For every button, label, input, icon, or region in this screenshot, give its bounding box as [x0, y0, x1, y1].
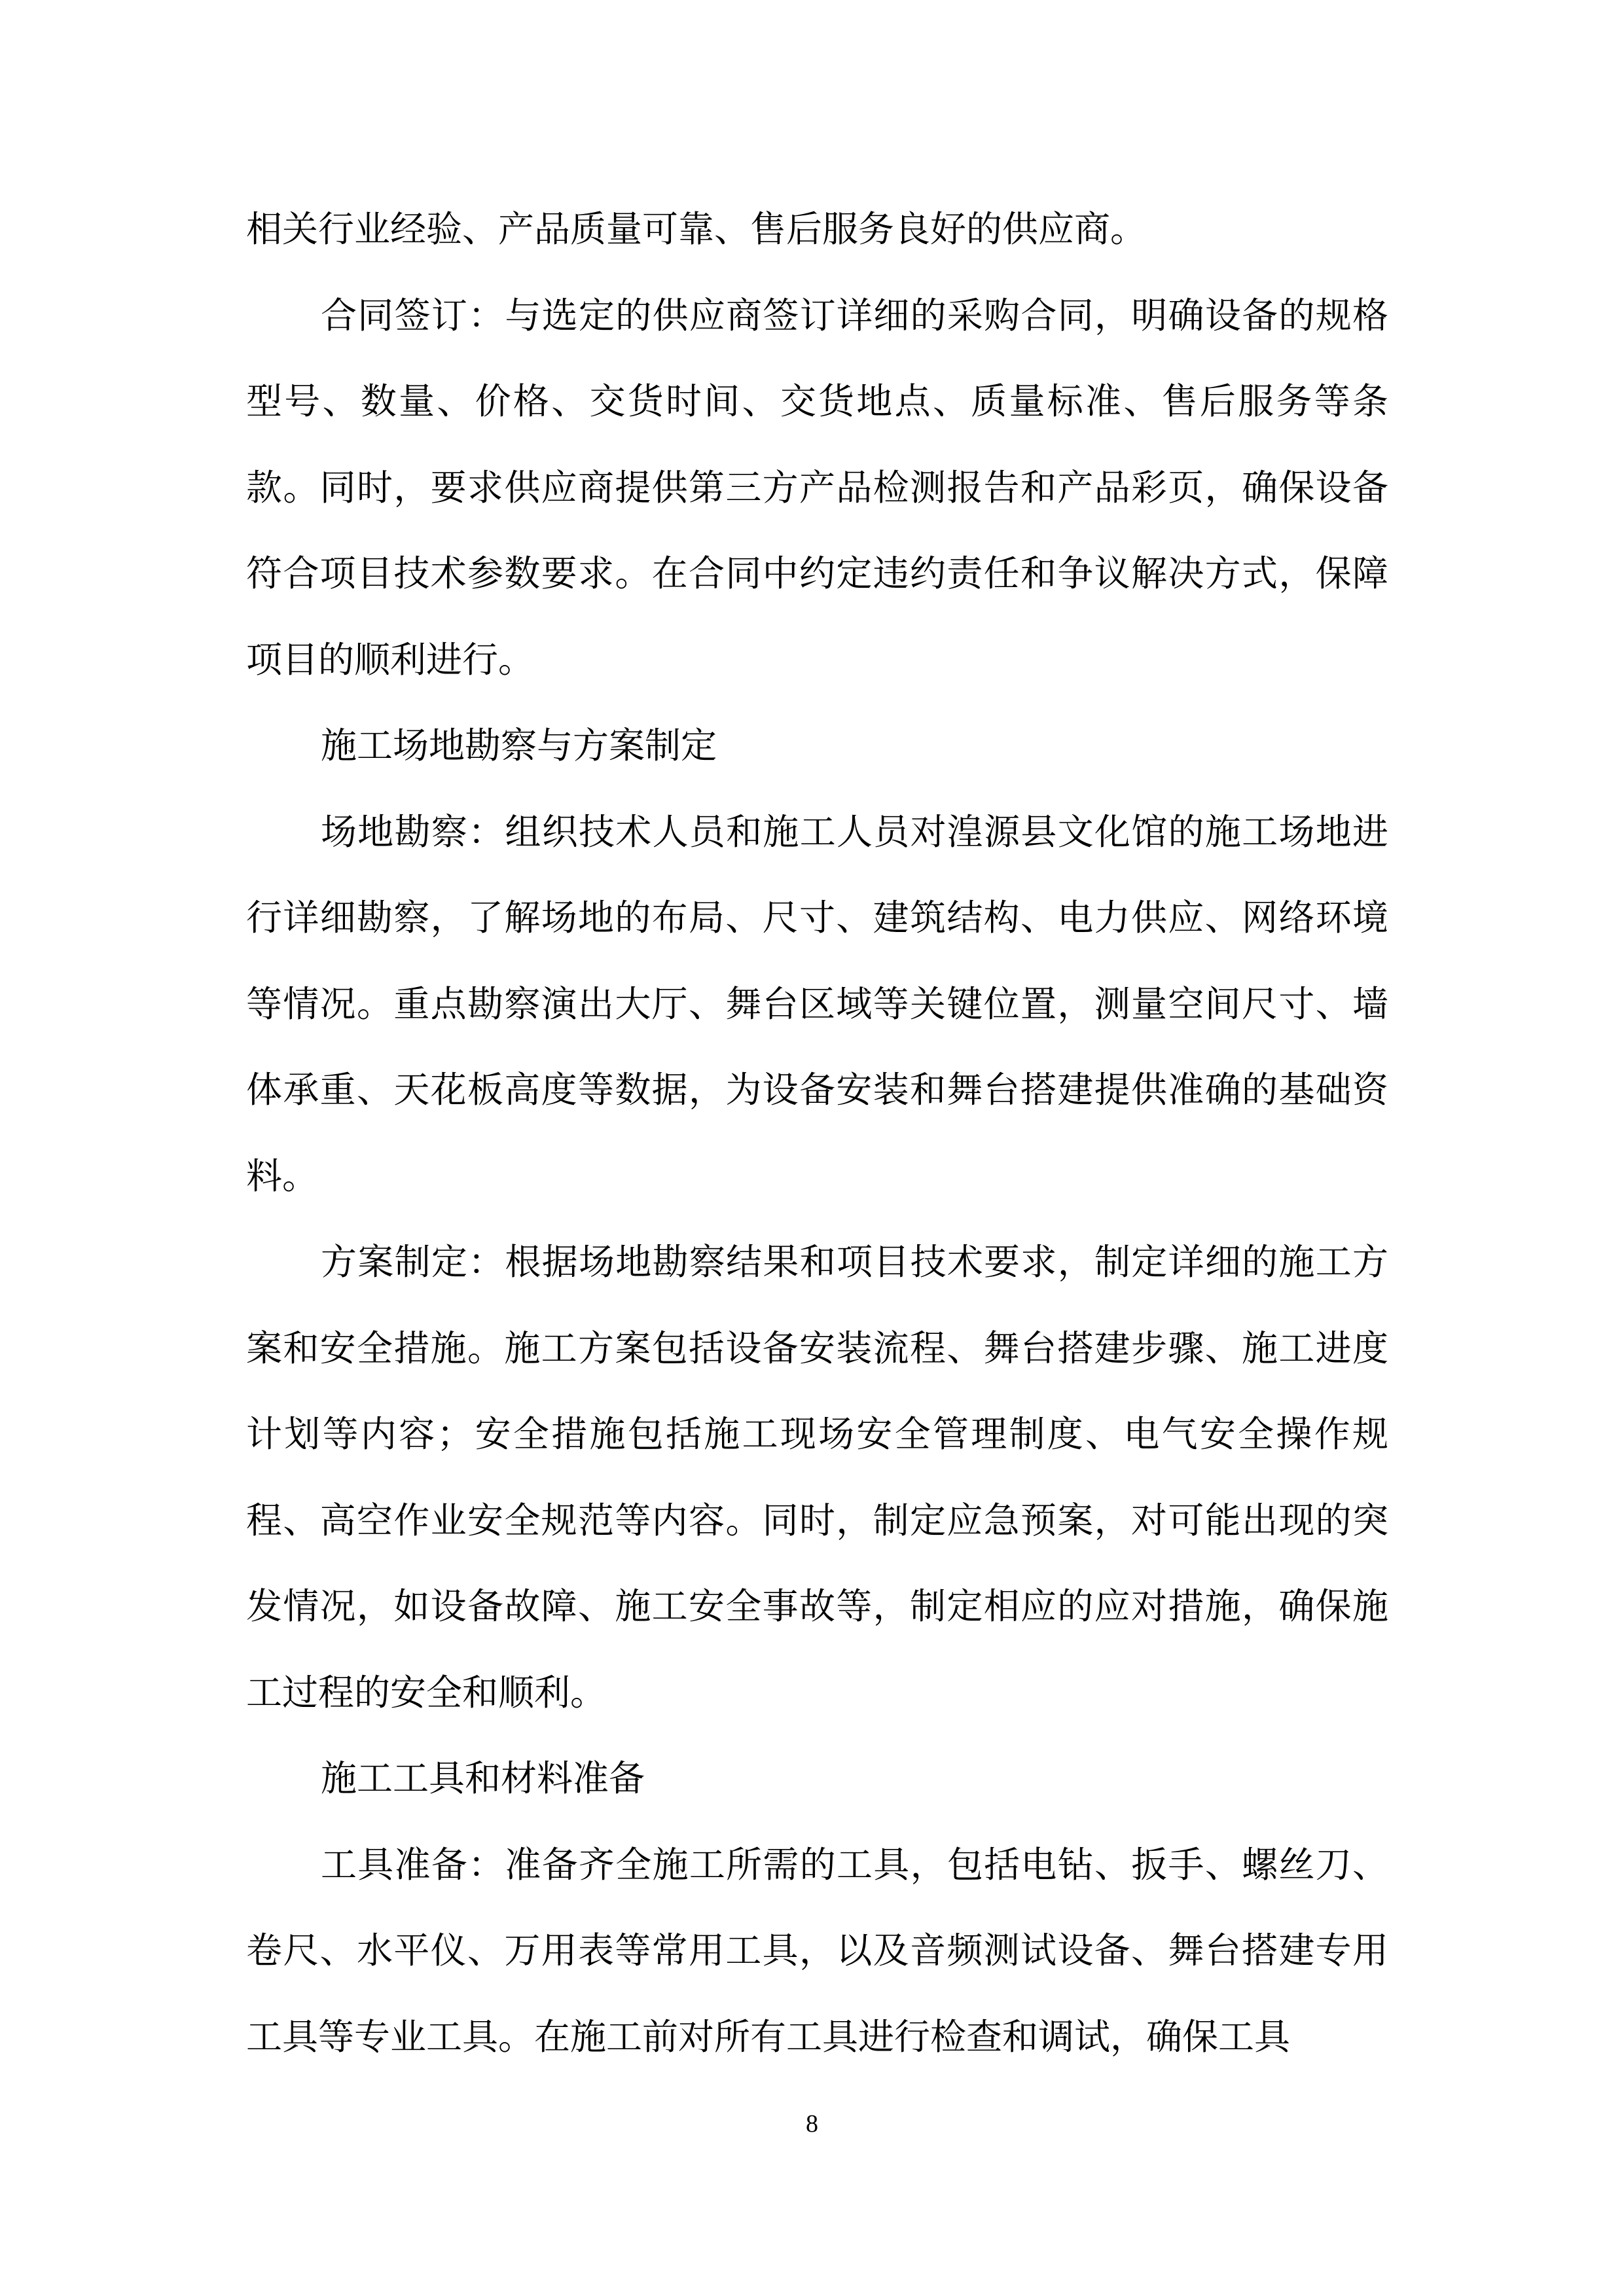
paragraph-contract-signing: 合同签订：与选定的供应商签订详细的采购合同，明确设备的规格型号、数量、价格、交货时间、交货地点、质量标准、售后服务等条款。同时，要求供应商提供第三方产品检测报告和产品彩页，确保设备符合项目技术参数要求。在合同中约定违约责任和争议解决方式，保障项目的顺利进行。: [246, 294, 1388, 681]
paragraph-tool-preparation: 工具准备：准备齐全施工所需的工具，包括电钻、扳手、螺丝刀、卷尺、水平仪、万用表等常用工具，以及音频测试设备、舞台搭建专用工具等专业工具。在施工前对所有工具进行检查和调试，确保工具: [246, 1843, 1388, 2058]
paragraph-supplier-continuation: 相关行业经验、产品质量可靠、售后服务良好的供应商。: [246, 208, 1147, 250]
body-text: [246, 187, 1388, 2080]
paragraph-plan-formulation: 方案制定：根据场地勘察结果和项目技术要求，制定详细的施工方案和安全措施。施工方案包括设备安装流程、舞台搭建步骤、施工进度计划等内容；安全措施包括施工现场安全管理制度、电气安全操作规程、高空作业安全规范等内容。同时，制定应急预案，对可能出现的突发情况，如设备故障、施工安全事故等，制定相应的应对措施，确保施工过程的安全和顺利。: [246, 1241, 1388, 1713]
section-heading-site-survey: 施工场地勘察与方案制定: [321, 725, 717, 766]
section-heading-tools-materials: 施工工具和材料准备: [321, 1757, 645, 1799]
page-number: 8: [806, 2110, 818, 2138]
paragraph-site-survey: 场地勘察：组织技术人员和施工人员对湟源县文化馆的施工场地进行详细勘察，了解场地的布局、尺寸、建筑结构、电力供应、网络环境等情况。重点勘察演出大厅、舞台区域等关键位置，测量空间尺寸、墙体承重、天花板高度等数据，为设备安装和舞台搭建提供准确的基础资料。: [246, 810, 1388, 1197]
